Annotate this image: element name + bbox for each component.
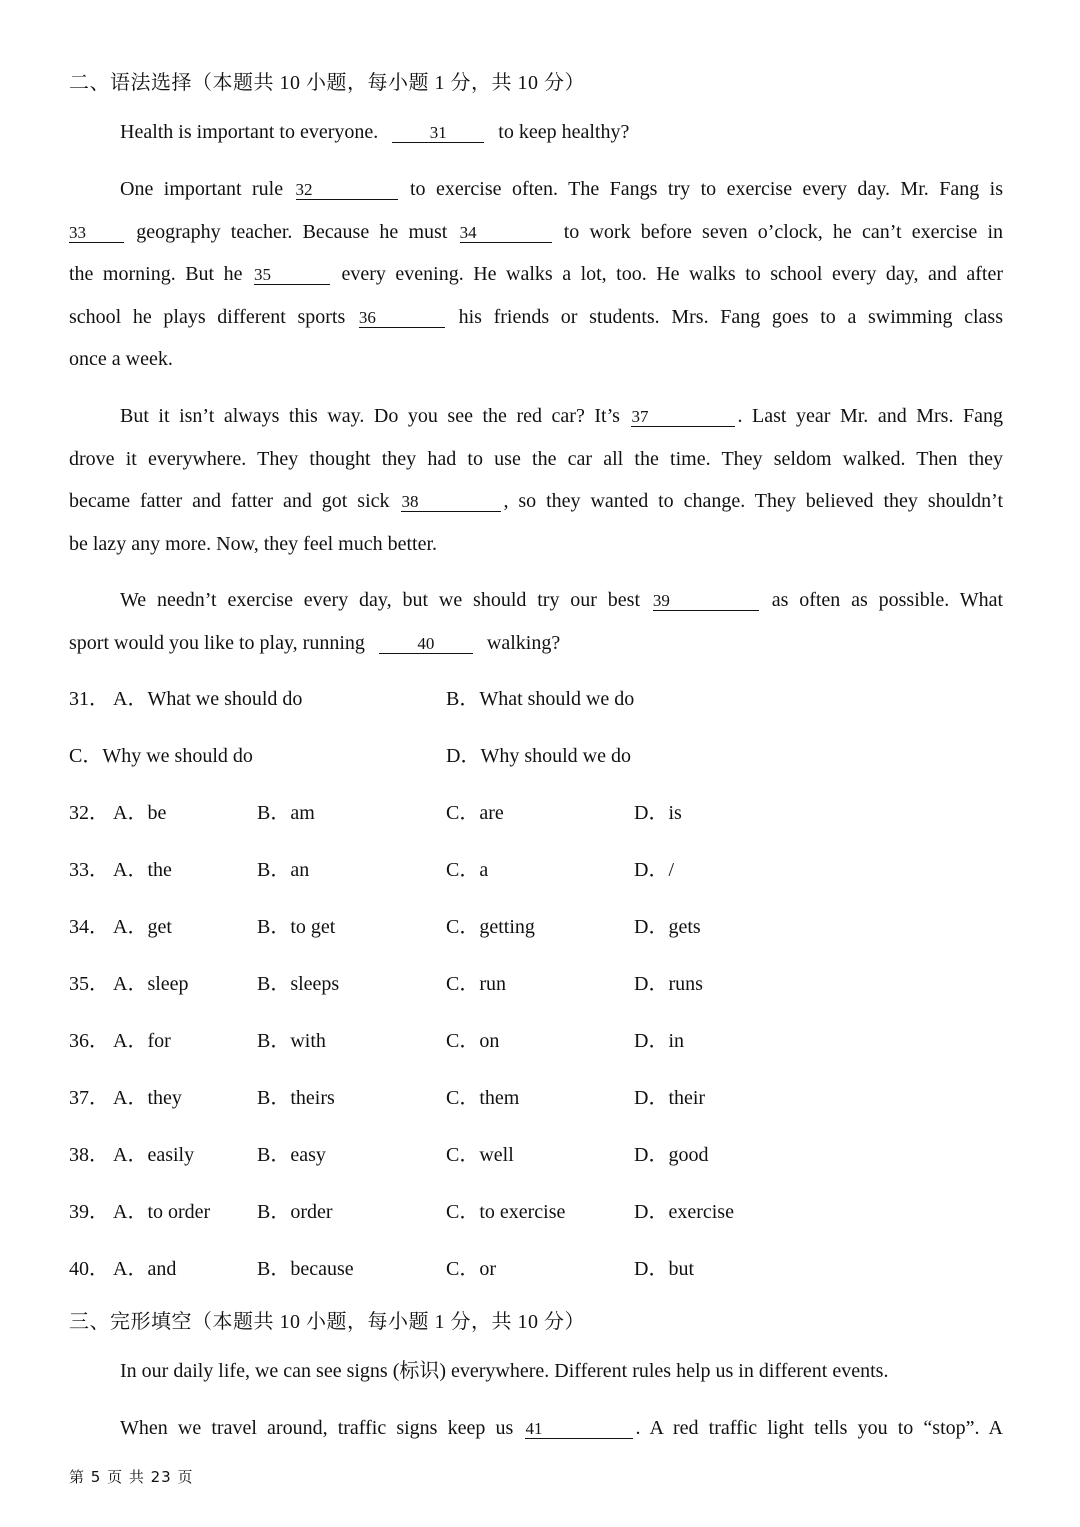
text-line <box>69 217 1003 260</box>
blank-31: 31 <box>392 123 484 143</box>
option-d: D．good <box>634 1144 709 1166</box>
option-c: C．to exercise <box>446 1201 566 1223</box>
question-38 <box>69 1140 769 1170</box>
text-line <box>69 302 1003 345</box>
question-31-row-2 <box>69 741 769 771</box>
option-b: B．sleeps <box>257 973 340 995</box>
text-segment: One important rule <box>120 178 284 200</box>
text-line <box>69 486 1003 529</box>
option-b: B．What should we do <box>446 688 635 710</box>
blank-36: 36 <box>359 308 445 328</box>
text-line <box>69 174 1003 217</box>
blank-38: 38 <box>401 492 501 512</box>
option-b: B．theirs <box>257 1087 335 1109</box>
question-number: 32． <box>69 802 109 824</box>
text-segment: Health is important to everyone. <box>120 121 379 143</box>
question-number: 33． <box>69 859 109 881</box>
blank-39: 39 <box>653 591 759 611</box>
text-segment: walking? <box>486 631 561 654</box>
option-a: A．sleep <box>113 973 189 995</box>
option-d: D．in <box>634 1030 684 1052</box>
question-35 <box>69 969 769 999</box>
text-segment: school he plays different sports <box>69 305 346 328</box>
question-32 <box>69 798 769 828</box>
text-line <box>69 585 1003 628</box>
option-b: B．to get <box>257 916 336 938</box>
option-a: A．be <box>113 802 167 824</box>
option-d: D．/ <box>634 859 674 881</box>
blank-41: 41 <box>525 1419 633 1439</box>
blank-34: 34 <box>460 223 552 243</box>
option-a: A．for <box>113 1030 171 1052</box>
blank-37: 37 <box>631 407 735 427</box>
passage-paragraph-3 <box>69 401 1003 571</box>
blank-35: 35 <box>254 265 330 285</box>
text-segment: to work before seven o’clock, he can’t exercise in <box>563 220 1004 243</box>
question-number: 35． <box>69 973 109 995</box>
question-number: 31． <box>69 688 109 710</box>
text-line <box>69 628 1003 671</box>
text-segment: to keep healthy? <box>498 121 630 143</box>
option-d: D．runs <box>634 973 703 995</box>
section-3-title: 三、完形填空（本题共 10 小题，每小题 1 分，共 10 分） <box>69 1311 585 1333</box>
text-segment: as often as possible. What <box>771 589 1003 611</box>
blank-40: 40 <box>379 634 473 654</box>
option-c: C．Why we should do <box>69 745 253 767</box>
question-39 <box>69 1197 769 1227</box>
option-a: A．get <box>113 916 172 938</box>
option-d: D．is <box>634 802 682 824</box>
text-line <box>69 401 1003 444</box>
option-b: B．am <box>257 802 315 824</box>
blank-32: 32 <box>296 180 398 200</box>
text-segment: geography teacher. Because he must <box>136 220 448 243</box>
question-37 <box>69 1083 769 1113</box>
text-segment: his friends or students. Mrs. Fang goes to a swimming class <box>458 305 1003 328</box>
text-segment: sport would you like to play, running <box>69 631 365 654</box>
question-number: 34． <box>69 916 109 938</box>
option-d: D．their <box>634 1087 706 1109</box>
question-34 <box>69 912 769 942</box>
text-line: be lazy any more. Now, they feel much better. <box>69 532 438 555</box>
option-c: C．are <box>446 802 504 824</box>
option-d: D．gets <box>634 916 701 938</box>
text-line <box>69 1413 1003 1456</box>
blank-33: 33 <box>69 223 124 243</box>
cloze-paragraph-1 <box>69 1356 1003 1399</box>
option-c: C．or <box>446 1258 496 1280</box>
question-31 <box>69 684 769 714</box>
question-number: 39． <box>69 1201 109 1223</box>
option-a: A．What we should do <box>113 688 303 710</box>
text-line <box>69 259 1003 302</box>
option-a: A．they <box>113 1087 182 1109</box>
text-line: drove it everywhere. They thought they had to use the car all the time. They seldom walked. Then they <box>69 447 1003 470</box>
option-d: D．Why should we do <box>446 745 631 767</box>
option-b: B．order <box>257 1201 333 1223</box>
text-segment: , so they wanted to change. They believed they shouldn’t <box>503 490 1004 512</box>
option-d: D．but <box>634 1258 694 1280</box>
option-a: A．and <box>113 1258 177 1280</box>
option-a: A．the <box>113 859 172 881</box>
text-segment: . A red traffic light tells you to “stop”. A <box>635 1417 1004 1439</box>
passage-paragraph-4 <box>69 585 1003 670</box>
option-c: C．on <box>446 1030 500 1052</box>
option-c: C．a <box>446 859 489 881</box>
option-b: B．easy <box>257 1144 326 1166</box>
option-c: C．them <box>446 1087 520 1109</box>
option-c: C．run <box>446 973 506 995</box>
option-c: C．getting <box>446 916 535 938</box>
cloze-paragraph-2 <box>69 1413 1003 1456</box>
section-2-title: 二、语法选择（本题共 10 小题，每小题 1 分，共 10 分） <box>69 72 585 94</box>
text-segment: We needn’t exercise every day, but we should try our best <box>120 589 641 611</box>
question-36 <box>69 1026 769 1056</box>
text-line: In our daily life, we can see signs (标识) everywhere. Different rules help us in different events. <box>120 1360 889 1382</box>
question-number: 40． <box>69 1258 109 1280</box>
page-number-footer: 第 5 页 共 23 页 <box>69 1468 194 1486</box>
passage-paragraph-2 <box>69 174 1003 387</box>
text-segment: to exercise often. The Fangs try to exercise every day. Mr. Fang is <box>409 178 1003 200</box>
text-segment: When we travel around, traffic signs keep us <box>120 1417 514 1439</box>
option-c: C．well <box>446 1144 514 1166</box>
text-segment: every evening. He walks a lot, too. He walks to school every day, and after <box>341 263 1003 285</box>
option-a: A．easily <box>113 1144 195 1166</box>
text-segment: the morning. But he <box>69 263 243 285</box>
text-segment: But it isn’t always this way. Do you see the red car? It’s <box>120 405 620 427</box>
question-40 <box>69 1254 769 1284</box>
option-a: A．to order <box>113 1201 211 1223</box>
question-number: 36． <box>69 1030 109 1052</box>
question-33 <box>69 855 769 885</box>
text-segment: became fatter and fatter and got sick <box>69 490 390 512</box>
option-b: B．an <box>257 859 310 881</box>
option-b: B．because <box>257 1258 354 1280</box>
question-number: 37． <box>69 1087 109 1109</box>
text-segment: . Last year Mr. and Mrs. Fang <box>737 405 1004 427</box>
option-d: D．exercise <box>634 1201 734 1223</box>
passage-paragraph-1 <box>69 117 1003 160</box>
text-line <box>69 117 1003 160</box>
question-number: 38． <box>69 1144 109 1166</box>
text-line: once a week. <box>69 348 173 370</box>
option-b: B．with <box>257 1030 326 1052</box>
